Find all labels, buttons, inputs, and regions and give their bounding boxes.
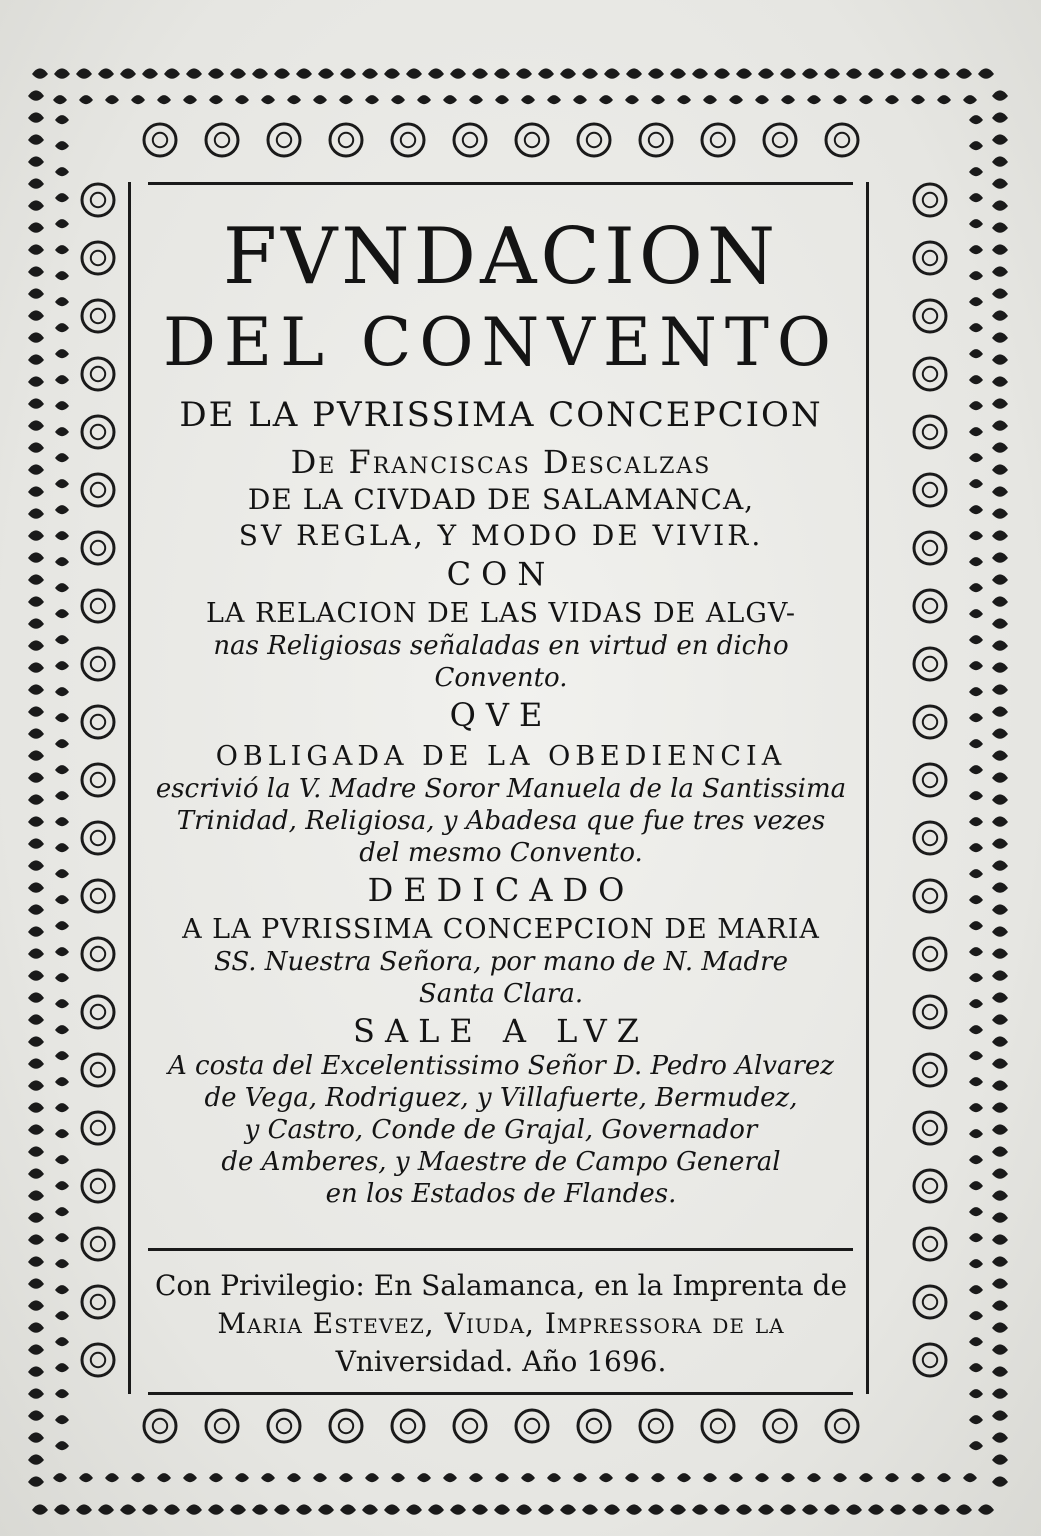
obligada-4: del mesmo Convento. <box>359 838 643 868</box>
imprint-line-2: Maria Estevez, Viuda, Impressora de la <box>217 1307 785 1340</box>
imprint-line-1: Con Privilegio: En Salamanca, en la Imprenta de <box>154 1269 848 1302</box>
left-rule <box>128 182 131 1394</box>
dedicado-1: A LA PVRISSIMA CONCEPCION DE MARIA <box>182 914 820 945</box>
costa-5: en los Estados de Flandes. <box>325 1179 677 1209</box>
bottom-rule <box>148 1392 853 1395</box>
subtitle-3: DE LA CIVDAD DE SALAMANCA, <box>247 483 755 516</box>
costa-2: de Vega, Rodriguez, y Villafuerte, Bermudez, <box>204 1083 798 1113</box>
subtitle-4: SV REGLA, Y MODO DE VIVIR. <box>238 519 764 552</box>
relacion-1: LA RELACION DE LAS VIDAS DE ALGV- <box>205 598 797 629</box>
subtitle-2: De Franciscas Descalzas <box>290 443 712 481</box>
main-title: FVNDACION <box>222 212 780 302</box>
keyword-sale: SALE A LVZ <box>353 1012 649 1050</box>
subtitle-1: DE LA PVRISSIMA CONCEPCION <box>179 395 823 435</box>
obligada-2: escrivió la V. Madre Soror Manuela de la Santissima <box>155 774 847 804</box>
imprint-rule <box>148 1248 853 1251</box>
relacion-2: nas Religiosas señaladas en virtud en dicho <box>213 631 789 661</box>
title-block <box>140 200 862 1240</box>
main-title-2: DEL CONVENTO <box>163 304 839 381</box>
obligada-3: Trinidad, Religiosa, y Abadesa que fue tres vezes <box>176 806 826 836</box>
dedicado-3: Santa Clara. <box>418 979 584 1009</box>
obligada-1: OBLIGADA DE LA OBEDIENCIA <box>215 741 787 772</box>
top-rule <box>148 182 853 185</box>
dedicado-2: SS. Nuestra Señora, por mano de N. Madre <box>214 947 788 977</box>
costa-4: de Amberes, y Maestre de Campo General <box>221 1147 781 1177</box>
costa-3: y Castro, Conde de Grajal, Governador <box>244 1115 758 1145</box>
costa-1: A costa del Excelentissimo Señor D. Pedro Alvarez <box>167 1051 835 1081</box>
relacion-3: Convento. <box>434 663 568 693</box>
keyword-que: QVE <box>449 696 553 734</box>
keyword-con: CON <box>446 555 556 593</box>
right-rule <box>866 182 869 1394</box>
imprint-line-3: Vniversidad. Año 1696. <box>335 1345 667 1378</box>
imprint-block <box>140 1262 862 1376</box>
keyword-dedicado: DEDICADO <box>367 871 635 909</box>
